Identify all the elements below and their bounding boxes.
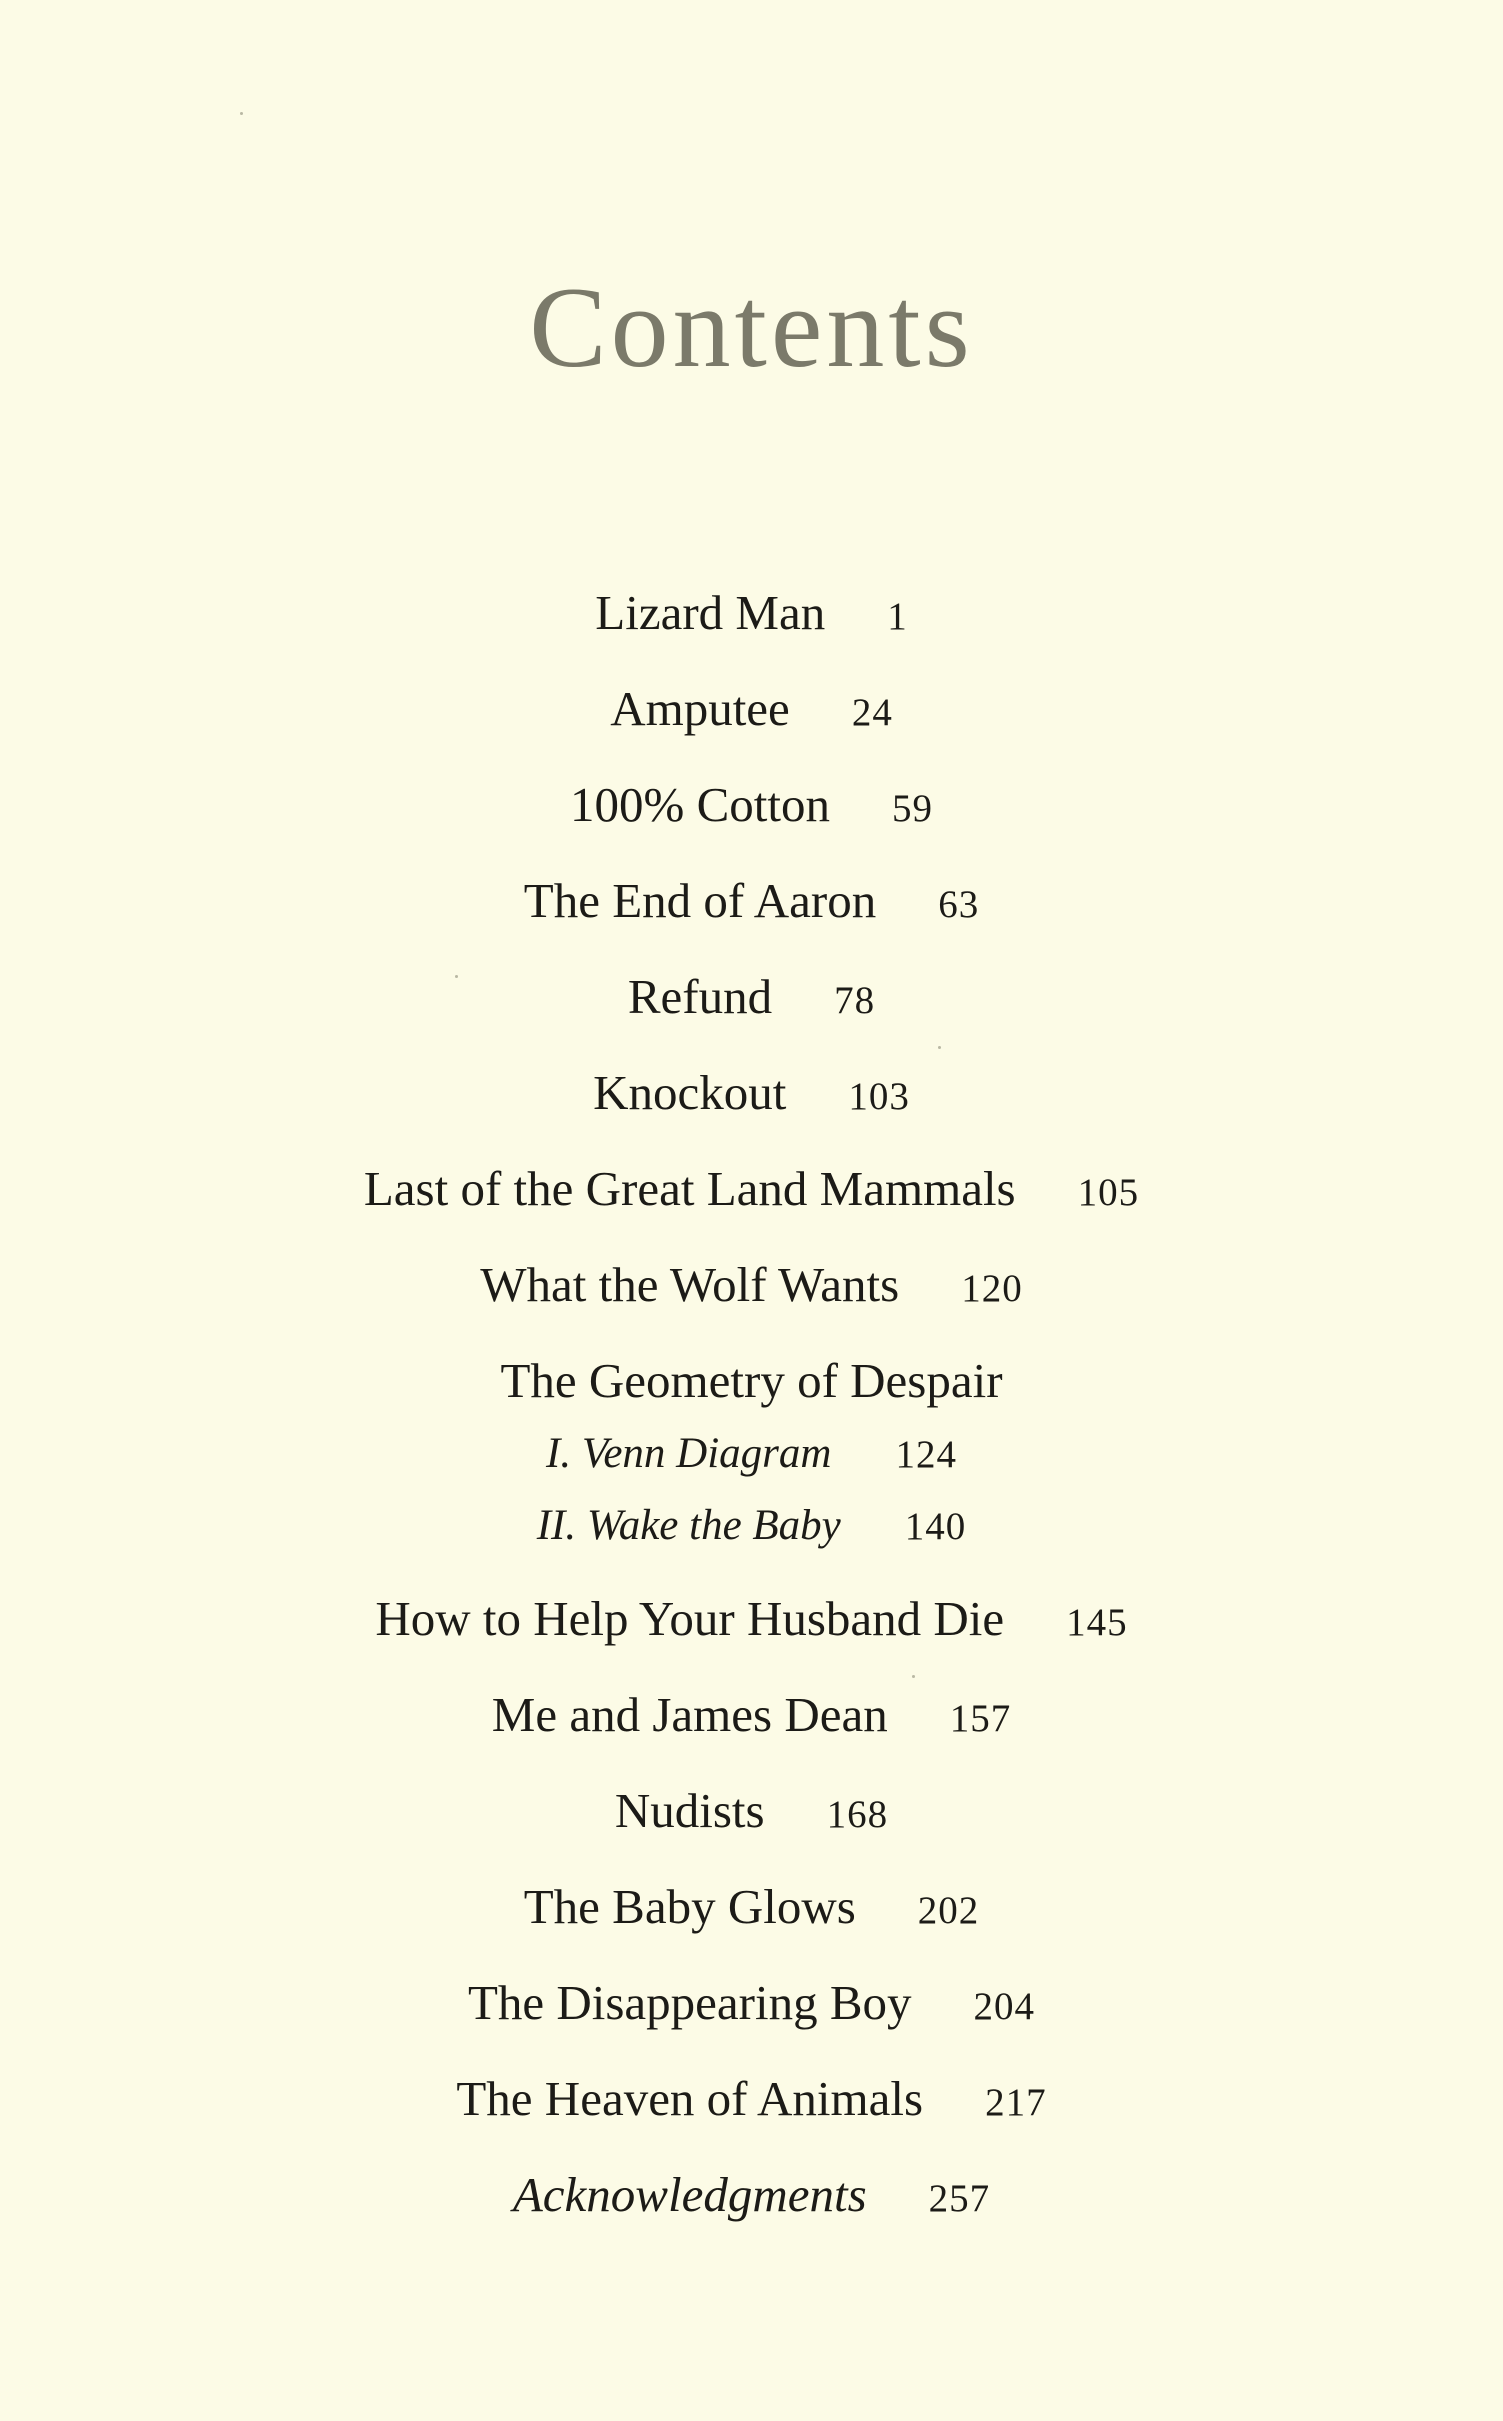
toc-entry-page: 140 [904,1505,967,1548]
toc-entry-the-end-of-aaron[interactable] [0,873,1503,928]
toc-entry-page: 120 [961,1267,1023,1310]
toc-entry-knockout[interactable] [0,1065,1503,1120]
toc-subentry-venn-diagram[interactable] [0,1432,1503,1475]
toc-entry-100-cotton[interactable] [0,777,1503,832]
toc-entry-the-heaven-of-animals[interactable] [0,2071,1503,2126]
toc-entry-page: 204 [973,1985,1036,2028]
toc-entry-title: What the Wolf Wants [480,1257,900,1312]
toc-entry-title: The End of Aaron [523,873,877,928]
toc-entry-title: The Disappearing Boy [467,1975,912,2030]
paper-speck [240,112,243,115]
toc-entry-title: Lizard Man [595,585,826,640]
toc-entry-title: The Heaven of Animals [456,2071,924,2126]
toc-entry-title: The Geometry of Despair [500,1353,1003,1408]
toc-entry-lizard-man[interactable] [0,585,1503,640]
toc-entry-page: 105 [1077,1171,1140,1214]
toc-entry-page: 168 [826,1793,889,1836]
toc-entry-the-disappearing-boy[interactable] [0,1975,1503,2030]
toc-entry-page: 124 [895,1433,957,1476]
toc-entry-how-to-help-your-husband-die[interactable] [0,1591,1503,1646]
toc-entry-page: 63 [938,883,980,926]
toc-entry-page: 217 [985,2081,1047,2124]
toc-entry-what-the-wolf-wants[interactable] [0,1257,1503,1312]
toc-entry-title: Last of the Great Land Mammals [363,1161,1016,1216]
toc-entry-page: 24 [851,691,893,734]
toc-entry-the-baby-glows[interactable] [0,1879,1503,1934]
toc-entry-refund[interactable] [0,969,1503,1024]
toc-entry-title: I. Venn Diagram [546,1430,832,1477]
toc-entry-the-geometry-of-despair [0,1353,1503,1408]
toc-entry-title: Nudists [614,1783,765,1838]
toc-entry-title: Refund [627,969,773,1024]
toc-entry-title: The Baby Glows [523,1879,856,1934]
toc-subentry-wake-the-baby[interactable] [0,1504,1503,1547]
toc-entry-title: Knockout [593,1065,787,1120]
toc-entry-title: Amputee [610,681,790,736]
toc-entry-title: Me and James Dean [491,1687,888,1742]
paper-speck [455,975,458,978]
paper-speck [938,1046,941,1049]
toc-entry-last-of-the-great-land-mammals[interactable] [0,1161,1503,1216]
toc-entry-title: How to Help Your Husband Die [375,1591,1005,1646]
toc-entry-title: II. Wake the Baby [536,1502,841,1549]
toc-entry-page: 145 [1066,1601,1128,1644]
toc-entry-page: 1 [887,595,908,638]
toc-entry-title: Acknowledgments [512,2167,867,2222]
toc-entry-page: 78 [834,979,876,1022]
toc-entry-page: 157 [949,1697,1012,1740]
toc-entry-page: 59 [891,787,933,830]
page-title: Contents [529,264,974,392]
toc-entry-nudists[interactable] [0,1783,1503,1838]
paper-speck [912,1675,915,1678]
toc-entry-page: 202 [917,1889,980,1932]
toc-entry-title: 100% Cotton [570,777,830,832]
toc-entry-page: 103 [848,1075,910,1118]
toc-entry-acknowledgments[interactable] [0,2167,1503,2222]
toc-entry-amputee[interactable] [0,681,1503,736]
toc-entry-page: 257 [928,2177,991,2220]
toc-entry-me-and-james-dean[interactable] [0,1687,1503,1742]
